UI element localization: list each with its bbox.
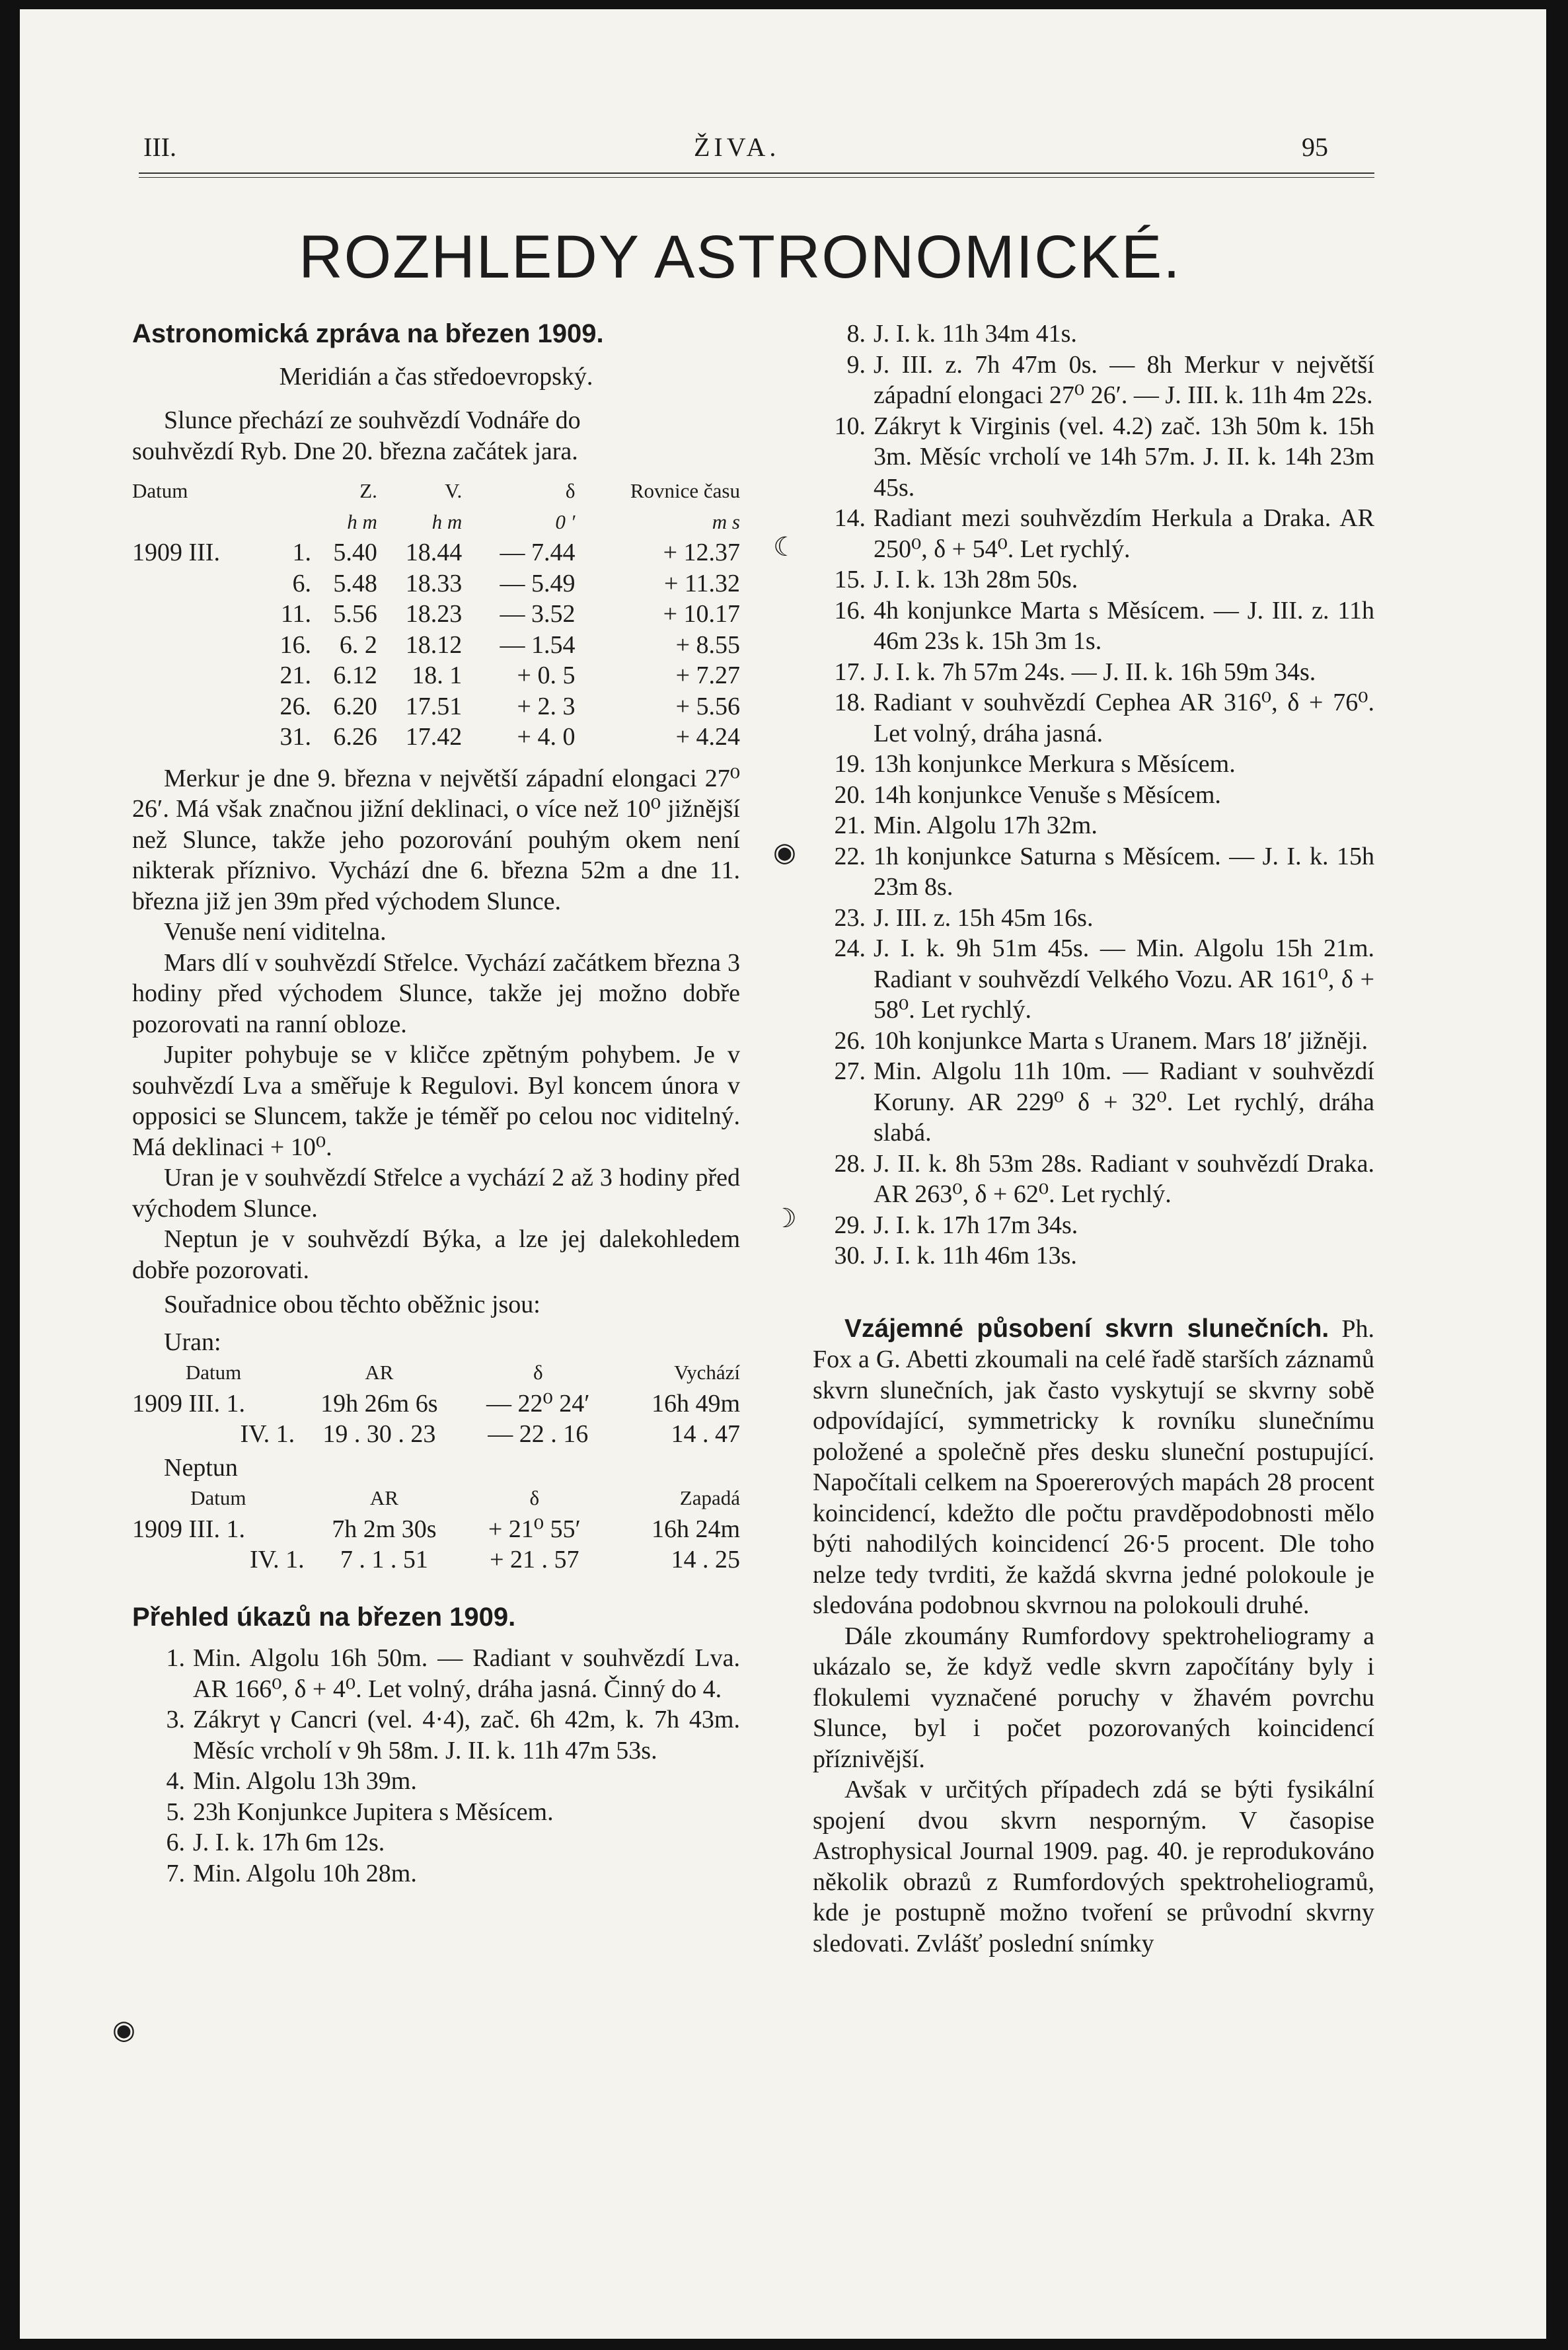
new-moon-icon: ◉ (112, 2015, 135, 2045)
list-item: 4. Min. Algolu 13h 39m. (166, 1767, 417, 1795)
article-paragraph-3: Avšak v určitých případech zdá se býti fysikální spojení dvou skvrn nesporným. V časopise Astrophysical Journal 1909. pag. 40. je reprodukováno několik obrazů z Rumfordových spektroheliogramů, kde je postupně možno tvoření se průvodní skvrny sledovati. Zvlášť poslední snímky (813, 1776, 1374, 1957)
list-item: 20. 14h konjunkce Venuše s Měsícem. (834, 780, 1221, 809)
list-item: 21. Min. Algolu 17h 32m. (834, 812, 1098, 839)
table-row: 21. 6.12 18. 1 + 0. 5 + 7.27 (280, 662, 740, 689)
jupiter-paragraph: Jupiter pohybuje se v kličce zpětným pohybem. Je v souhvězdí Lva a směřuje k Regulovi. Byl koncem února v opposici se Sluncem, takže je téměř po celou noc viditelný. Má deklinaci + 10⁰. (132, 1041, 740, 1161)
meridian-note: Meridián a čas středoevropský. (279, 362, 593, 391)
neptun-table (132, 1483, 740, 1575)
list-item: 5. 23h Konjunkce Jupitera s Měsícem. (166, 1798, 554, 1826)
list-item: 8. J. I. k. 11h 34m 41s. (846, 320, 1077, 348)
uran-header-row: Datum AR δ Vychází (185, 1361, 740, 1384)
left-column (132, 319, 740, 1889)
neptun-header-row: Datum AR δ Zapadá (190, 1486, 740, 1509)
list-item: 17. J. I. k. 7h 57m 24s. — J. II. k. 16h 59m 34s. (834, 658, 1316, 686)
table-row: 26. 6.20 17.51 + 2. 3 + 5.56 (280, 692, 740, 720)
header-journal-name: ŽIVA. (694, 132, 780, 162)
sun-line-2: souhvězdí Ryb. Dne 20. března začátek jara. (132, 437, 578, 465)
list-item: 30. J. I. k. 11h 46m 13s. (834, 1242, 1077, 1270)
moon-last-quarter-icon: ☾ (773, 532, 797, 562)
uran-paragraph: Uran je v souhvězdí Střelce a vychází 2 až 3 hodiny před východem Slunce. (132, 1164, 740, 1223)
table-row: 31. 6.26 17.42 + 4. 0 + 4.24 (280, 723, 740, 751)
overview-heading: Přehled úkazů na březen 1909. (132, 1602, 516, 1632)
article-paragraph-2: Dále zkoumány Rumfordovy spektroheliogramy a ukázalo se, že když vedle skvrn započítány byly i flokulemi vyznačené poruchy v žhavém povrchu Slunce, byl i počet pozorovaných koincidencí příznivější. (813, 1622, 1374, 1773)
list-item: 27. Min. Algolu 11h 10m. — Radiant v souhvězdí Koruny. AR 229⁰ δ + 32⁰. Let rychlý, dráha slabá. (834, 1057, 1374, 1147)
list-item: 9. J. III. z. 7h 47m 0s. — 8h Merkur v největší západní elongaci 27⁰ 26′. — J. III. k. 11h 4m 22s. (846, 350, 1374, 409)
col-datum: Datum (132, 479, 188, 502)
table-row: 1909 III. 1. 5.40 18.44 — 7.44 + 12.37 (132, 539, 740, 566)
table-row: IV. 1. 19 . 30 . 23 — 22 . 16 14 . 47 (240, 1420, 740, 1448)
list-item: 3. Zákryt γ Cancri (vel. 4·4), zač. 6h 42m, k. 7h 43m. Měsíc vrcholí v 9h 58m. J. II. k. 11h 47m 53s. (166, 1706, 740, 1764)
list-item: 26. 10h konjunkce Marta s Uranem. Mars 18′ jižněji. (834, 1026, 1368, 1055)
article-heading: Vzájemné působení skvrn slunečních. (844, 1314, 1329, 1343)
mars-paragraph: Mars dlí v souhvězdí Střelce. Vychází začátkem března 3 hodiny před východem Slunce, takže jej možno dobře pozorovati na ranní obloze. (132, 948, 740, 1038)
merkur-paragraph: Merkur je dne 9. března v největší západní elongaci 27⁰ 26′. Má však značnou jižní deklinaci, o více než 10⁰ jižnější než Slunce, takže jeho pozorování pouhým okem není nikterak příznivo. Vychází dne 6. března 52m a dne 11. března již jen 39m před východem Slunce. (132, 764, 740, 915)
article-paragraph-1 (813, 1314, 1374, 1621)
col-v: V. (445, 479, 463, 502)
right-column (813, 319, 1374, 1959)
table-row: 6. 5.48 18.33 — 5.49 + 11.32 (292, 569, 740, 597)
report-heading: Astronomická zpráva na březen 1909. (132, 319, 604, 348)
header-page-number: 95 (1302, 132, 1328, 162)
page-title: ROZHLEDY ASTRONOMICKÉ. (299, 223, 1181, 291)
venuse-paragraph: Venuše není viditelna. (164, 918, 387, 946)
coords-intro: Souřadnice obou těchto oběžnic jsou: (164, 1291, 541, 1318)
list-item: 7. Min. Algolu 10h 28m. (166, 1859, 417, 1887)
col-equation: Rovnice času (630, 479, 740, 502)
first-quarter-icon: ☽ (773, 1203, 797, 1233)
list-item: 19. 13h konjunkce Merkura s Měsícem. (834, 750, 1236, 778)
list-item: 23. J. III. z. 15h 45m 16s. (834, 903, 1094, 932)
list-item: 6. J. I. k. 17h 6m 12s. (166, 1829, 385, 1856)
journal-page (20, 9, 1546, 2339)
uran-label: Uran: (164, 1328, 221, 1356)
list-item: 24. J. I. k. 9h 51m 45s. — Min. Algolu 15h 21m. Radiant v souhvězdí Velkého Vozu. AR 161⁰, δ + 58⁰. Let rychlý. (834, 934, 1374, 1024)
list-item: 29. J. I. k. 17h 17m 34s. (834, 1211, 1078, 1239)
ephemeris-unit-row: h m h m 0 ′ m s (347, 510, 740, 533)
list-item: 14. Radiant mezi souhvězdím Herkula a Draka. AR 250⁰, δ + 54⁰. Let rychlý. (834, 504, 1374, 563)
table-row: 1909 III. 1. 19h 26m 6s — 22⁰ 24′ 16h 49m (132, 1389, 740, 1418)
overview-list-left (132, 1643, 740, 1889)
overview-list-right (813, 319, 1374, 1271)
table-row: 11. 5.56 18.23 — 3.52 + 10.17 (280, 600, 740, 628)
col-delta: δ (565, 479, 576, 502)
header-volume: III. (143, 132, 176, 162)
list-item: 1. Min. Algolu 16h 50m. — Radiant v souhvězdí Lva. AR 166⁰, δ + 4⁰. Let volný, dráha jasná. Činný do 4. (166, 1644, 740, 1703)
list-item: 15. J. I. k. 13h 28m 50s. (834, 566, 1078, 593)
table-row: IV. 1. 7 . 1 . 51 + 21 . 57 14 . 25 (249, 1546, 740, 1573)
list-item: 18. Radiant v souhvězdí Cephea AR 316⁰, δ + 76⁰. Let volný, dráha jasná. (834, 689, 1374, 747)
ephemeris-header-row (132, 476, 740, 507)
ephemeris-table (132, 476, 740, 753)
neptun-paragraph: Neptun je v souhvězdí Býka, a lze jej dalekohledem dobře pozorovati. (132, 1225, 740, 1284)
header-rule-2 (139, 177, 1374, 178)
neptun-label: Neptun (164, 1453, 238, 1482)
header-rule (139, 172, 1374, 174)
full-moon-icon: ◉ (773, 837, 796, 867)
list-item: 16. 4h konjunkce Marta s Měsícem. — J. III. z. 11h 46m 23s k. 15h 3m 1s. (834, 596, 1374, 655)
article-text-1: Ph. Fox a G. Abetti zkoumali na celé řadě starších záznamů skvrn slunečních, jak často vyskytují se skvrny sobě odpovídající, symmetricky k rovníku slunečnímu položené a společně přes desku sluneční postupující. Napočítali celkem na Spoererových mapách 28 procent koincidencí, kdežto dle počtu pravděpodobnosti mělo býti nahodilých koincidencí 26·5 procent. Dle toho nelze tedy tvrditi, že každá skvrna jedné polokoule je sledována podobnou skvrnou na polokouli druhé. (813, 1314, 1374, 1619)
col-z: Z. (359, 479, 377, 502)
list-item: 10. Zákryt k Virginis (vel. 4.2) zač. 13h 50m k. 15h 3m. Měsíc vrcholí ve 14h 57m. J. II. k. 14h 23m 45s. (834, 412, 1374, 502)
uran-table (132, 1357, 740, 1450)
table-row: 1909 III. 1. 7h 2m 30s + 21⁰ 55′ 16h 24m (132, 1515, 740, 1543)
list-item: 28. J. II. k. 8h 53m 28s. Radiant v souhvězdí Draka. AR 263⁰, δ + 62⁰. Let rychlý. (834, 1149, 1374, 1208)
sun-line-1: Slunce přechází ze souhvězdí Vodnáře do (164, 406, 581, 434)
table-row: 16. 6. 2 18.12 — 1.54 + 8.55 (280, 630, 740, 659)
list-item: 22. 1h konjunkce Saturna s Měsícem. — J. I. k. 15h 23m 8s. (834, 842, 1374, 901)
